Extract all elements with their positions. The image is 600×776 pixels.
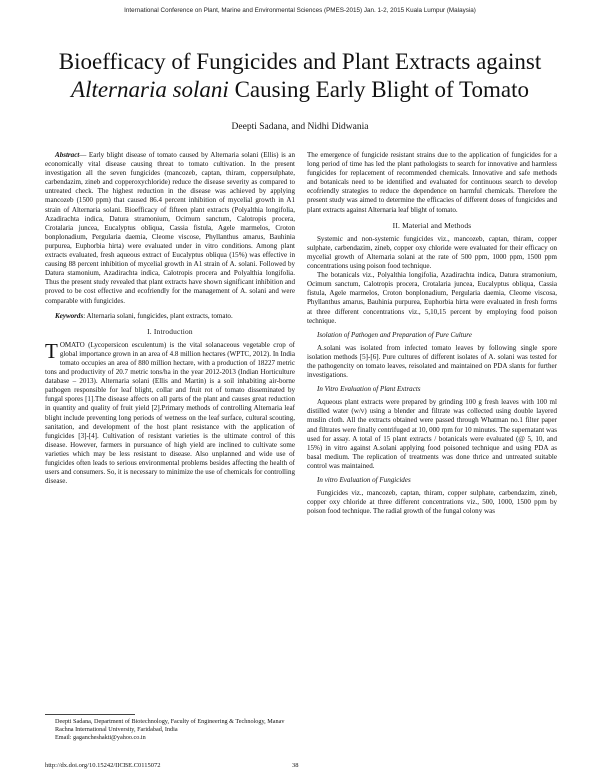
intro-continued: The emergence of fungicide resistant strains due to the application of fungicides for a long period of time has led the plant pathologists to search for innovative and harmless fungicides for replacement of recommended chemicals. Innovative and safe methods and botanicals need to be identified and evaluated for continuous search to develop ecofriendly strategies to reduce the dependence on harmful chemicals. Therefore the present study was aimed to determine the efficacies of different doses of fungicides and plant extracts against Alternaria leaf blight of tomato. [307,151,557,214]
keywords-text: : Alternaria solani, fungicides, plant extracts, tomato. [83,311,233,320]
left-column [45,151,295,486]
title-line-2: Causing Early Blight of Tomato [228,77,529,102]
methods-paragraph-1: Systemic and non-systemic fungicides viz., mancozeb, captan, thiram, copper sulphate, carbendazim, zineb, copper oxy chloride were evaluated for their efficacy on mycelial growth of Alternaria solani at the rate of 500 ppm, 1000 ppm, 1500 ppm concentrations using poison food technique. [307,234,557,271]
section-introduction-heading: I. Introduction [147,326,193,336]
keywords-label: Keywords [55,311,84,320]
footnote-affiliation: Deepti Sadana, Department of Biotechnology, Faculty of Engineering & Technology, Manav Rachna International University, Faridabad, India [55,718,285,733]
footnote-email: Email: gagancheshakti@yahoo.co.in [55,734,146,741]
page-number: 38 [292,762,299,769]
paper-title [30,48,570,104]
introduction-paragraph [45,338,295,487]
drop-cap: T [45,338,58,363]
subsection-plant-extracts-heading: In Vitro Evaluation of Plant Extracts [317,385,421,394]
title-species: Alternaria solani [71,77,229,102]
abstract-label: Abstract [55,151,80,159]
abstract [45,151,295,306]
isolation-paragraph: A.solani was isolated from infected tomato leaves by following single spore isolation methods [5]-[6]. Pure cultures of different isolates of A. solani was tested for the pathogencity on tomato leaves, reisolated and maintained on PDA slants for further investigations. [307,343,557,380]
authors: Deepti Sadana, and Nidhi Didwania [231,122,369,132]
subsection-fungicides-heading: In vitro Evaluation of Fungicides [317,476,411,484]
abstract-text: — Early blight disease of tomato caused by Alternaria solani (Ellis) is an economically vital disease causing threat to tomato cultivation. In the present investigation all the seven fungicides (mancozeb, captan, thiram, coppersulphate, carbendazim, zineb and copperoxychloride) reduce the disease severity as compared to untreated check. The highest reduction in the disease was achieved by applying mancozeb (1500 ppm) that caused 86.4 percent inhibition of mycelial growth in A1 strain of Alternaria solani. Bioefficacy of fifteen plant extracts (Polyalthia longifolia, Azadirachta indica, Datura stramonium, Ocimum sanctum, Calotropis procera, Crotalaria juncea, Eucalyptus obliqua, Cassia fistula, Agele marmelos, Croton bonplonadium, Pergularia daemia, Cleome viscose, Phyllanthus amarus, Bauhinia purpurea, Euphorbia hirta) were evaluated under in vitro conditions. Among plant extracts evaluated, fresh aqueous extract of Eucalyptus obliqua (15%) was effective in causing 88 percent inhibition of mycelial growth in A1 strain of A. solani. Followed by Datura stamonium, Azadirachta indica, Calotropis procera and Polyalthia longifolia. Thus the present study revealed that plant extracts have shown significant inhibition and proved to be cost effective and ecofriendly for the management of A. solani and were comparable with fungicides. [45,151,295,305]
footnote-divider [45,714,135,715]
section-methods-heading: II. Material and Methods [392,220,472,230]
title-line-1: Bioefficacy of Fungicides and Plant Extracts against [58,49,542,74]
methods-paragraph-2: The botanicals viz., Polyalthia longifolia, Azadirachta indica, Datura stramonium, Ocimum sanctum, Calotropis procera, Crotalaria juncea, Eucalyptus obliqua, Cassia fistula, Agele marmelos, Croton bonplonadium, Pergularia daemia, Cleome viscosa, Phyllanthus amarus, Bauhinia purpurea, Euphorbia hirta were evaluated in fresh forms at three different concentrations viz., 5,10,15 percent by employing food poison technique. [307,271,557,325]
running-header: International Conference on Plant, Marine and Environmental Sciences (PMES-2015) Jan. 1-2, 2015 Kuala Lumpur (Malaysia) [124,7,476,14]
keywords [45,312,295,321]
fungicides-paragraph: Fungicides viz., mancozeb, captan, thiram, copper sulphate, carbendazim, zineb, copper oxy chloride at three different concentrations viz., 500, 1000, 1500 ppm by poison food technique. The radial growth of the fungal colony was [307,489,557,516]
introduction-text: OMATO (Lycopersicon esculentum) is the vital solanaceous vegetable crop of global importance grown in an area of 4.8 million hectares (WPTC, 2012). In India tomato occupies an area of 880 million hectare, with a production of 18227 metric tons and productivity of 20.7 metric tons/ha in the year 2012-2013 (Indian Horticulture database – 2013). Alternaria solani (Ellis and Martin) is a soil inhabiting air-borne pathogen responsible for leaf blight, collar and fruit rot of tomato disseminated by fungal spores [1].The disease affects on all parts of the plant and causes great reduction in quantity and quality of fruit yield [2].Primary methods of controlling Alternaria leaf blight include preventing long periods of wetness on the leaf surface, cultural scouting, sanitation, and development of the host plant resistance with the application of fungicides [3]-[4]. Cultivation of resistant varieties is the ultimate control of this disease. However, farmers in pursuance of high yield are inclined to cultivate some varieties which may be less resistant to disease. Also unplanned and wide use of fungicides often leads to serious environmental problems besides affecting the health of users and consumers. So, it is necessary to minimize the use of chemicals for controlling disease. [45,340,295,486]
subsection-isolation-heading: Isolation of Pathogen and Preparation of Pure Culture [317,330,472,339]
right-column [307,151,557,516]
footnote [55,718,295,742]
plant-extracts-paragraph: Aqueous plant extracts were prepared by grinding 100 g fresh leaves with 100 ml distilled water (w/v) using a blender and filtrate was collected using double layered muslin cloth. All the extracts obtained were passed through Whatman no.1 filter paper and filtrates were finally centrifuged at 10, 000 rpm for 10 minutes. The supernatant was used for assay. A total of 15 plant extracts / botanicals were evaluated (@ 5, 10, and 15%) in vitro against A.solani applying food poisoned technique and using PDA as basal medium. The replication of treatments was done thrice and untreated suitable control was maintained. [307,398,557,470]
doi-link[interactable]: http://dx.doi.org/10.15242/IICBE.C0115072 [45,762,161,769]
